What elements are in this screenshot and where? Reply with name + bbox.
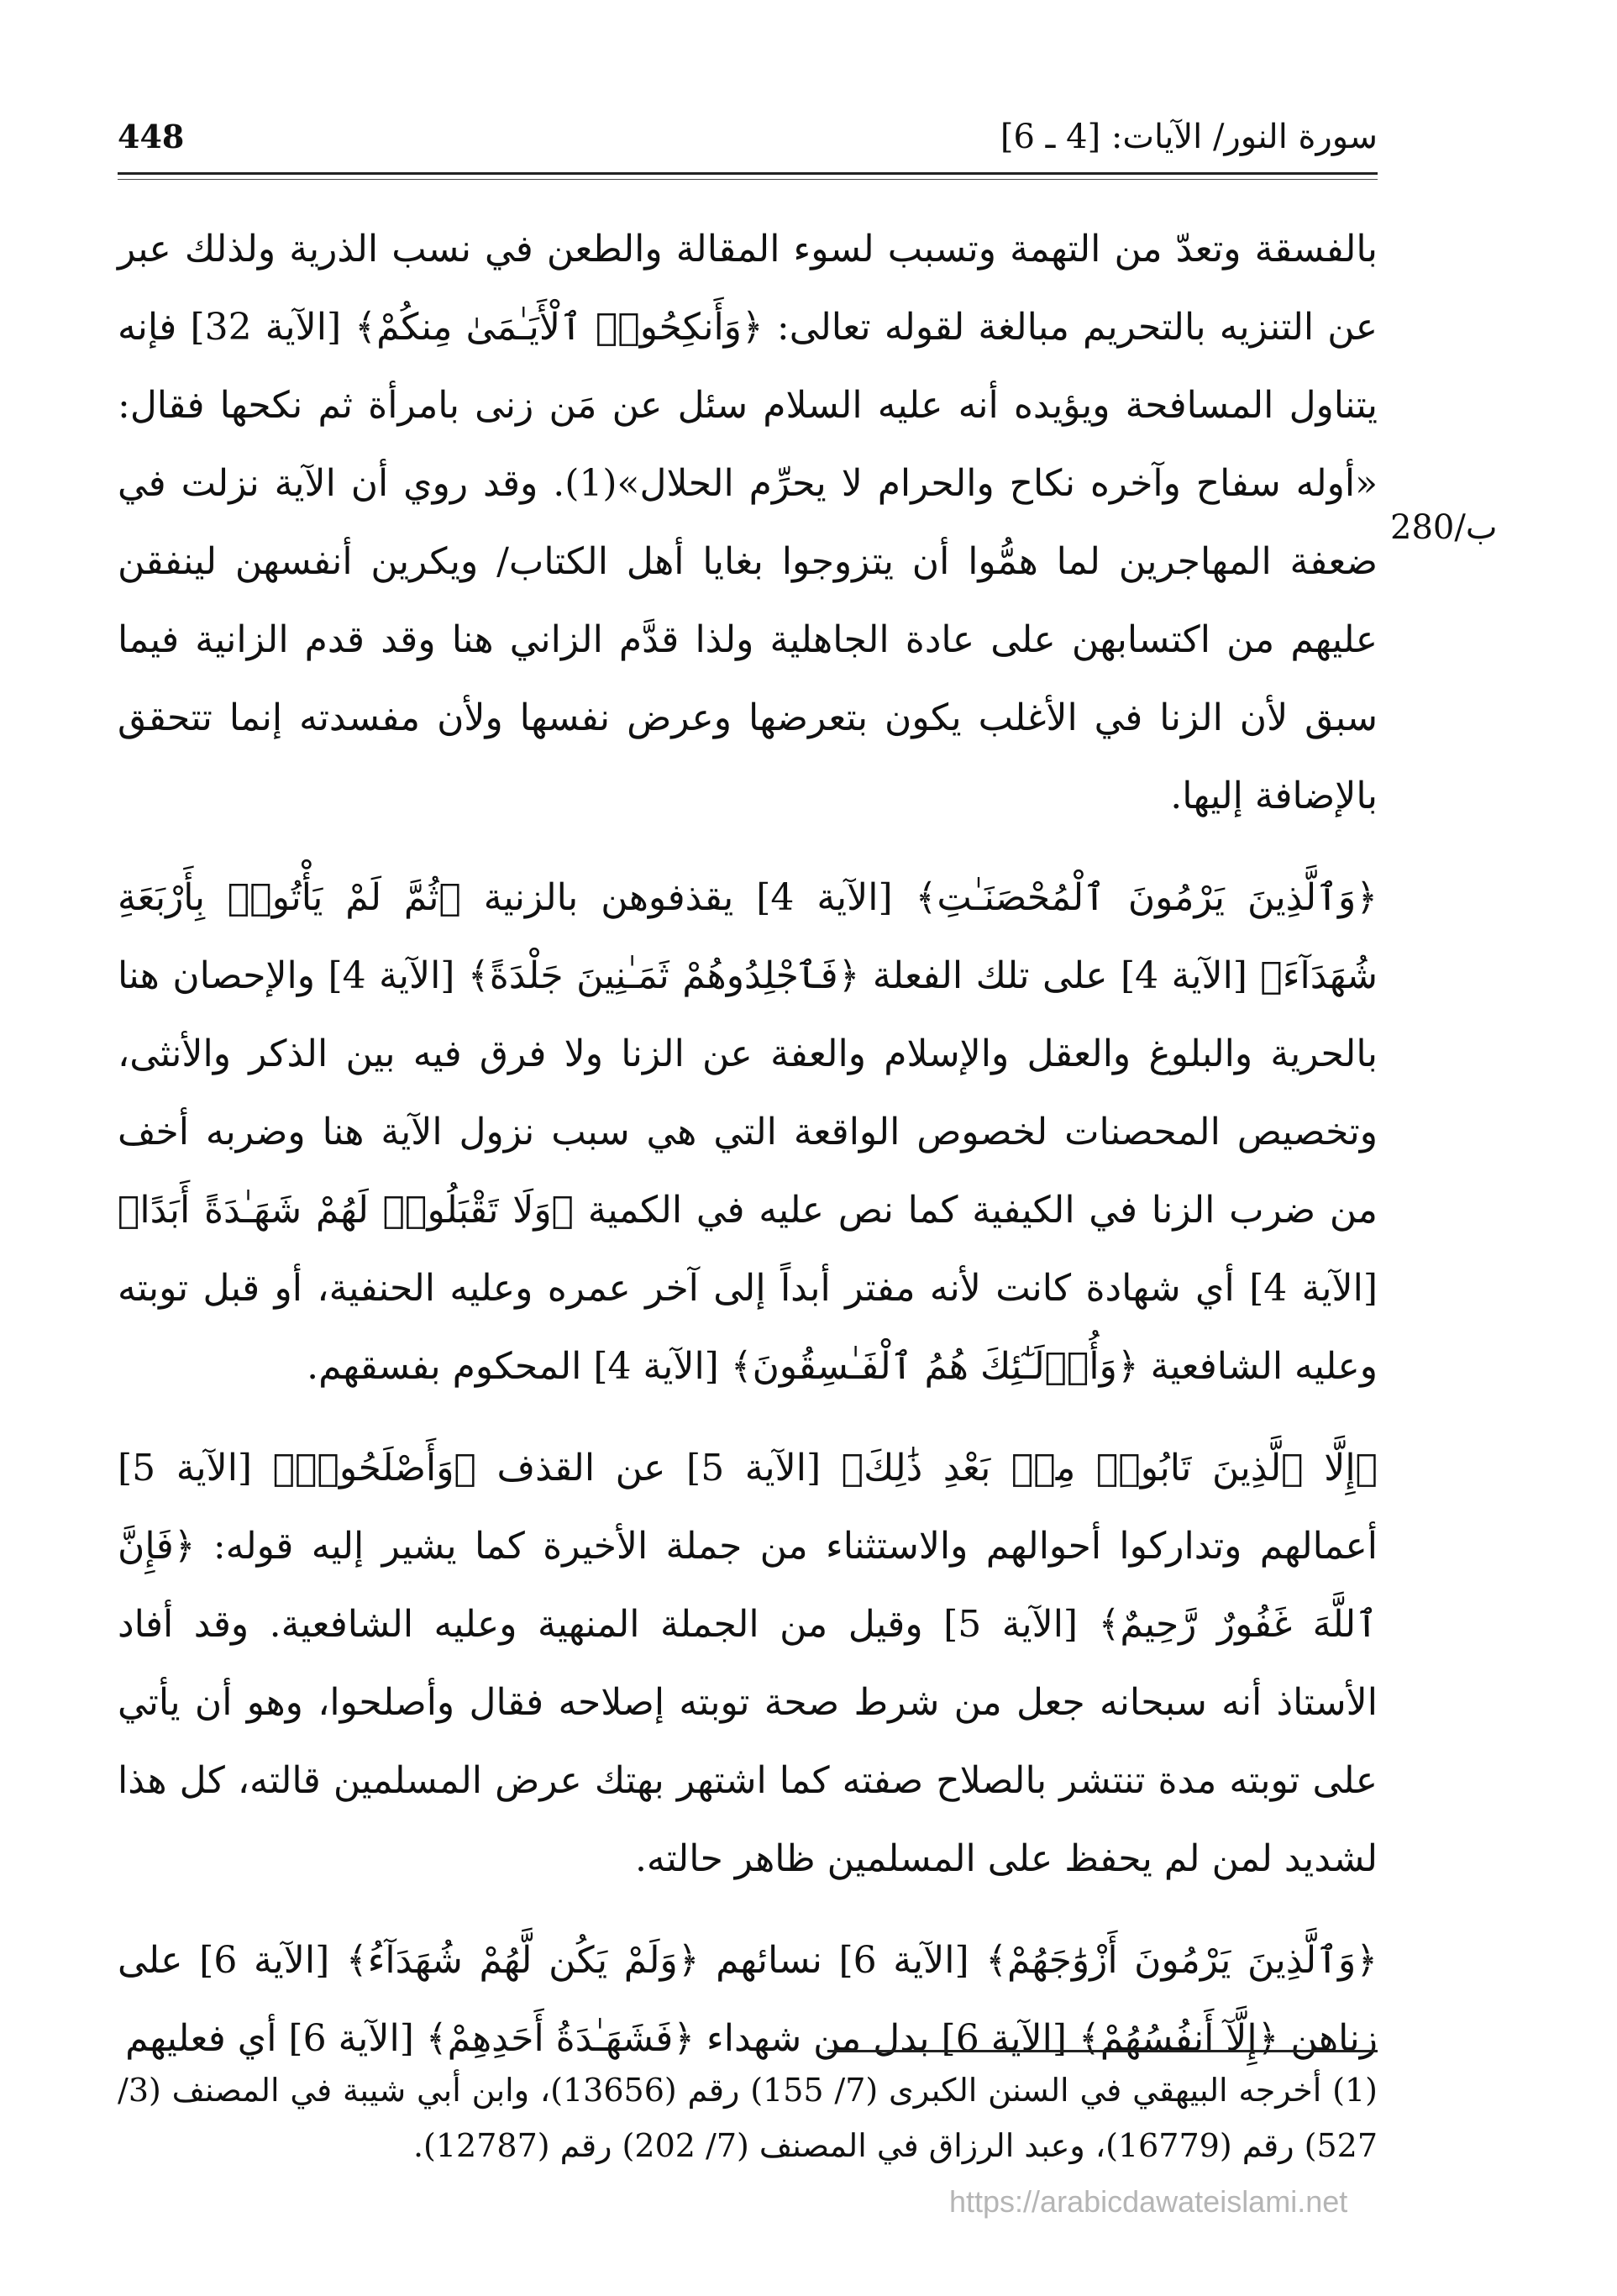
- folio-marginal-note: 280/ب: [1390, 508, 1498, 547]
- paragraph: ﴿وَٱلَّذِينَ يَرْمُونَ أَزْوَٰجَهُمْ﴾ [الآية 6] نسائهم ﴿وَلَمْ يَكُن لَّهُمْ شُهَدَآءُ﴾ [الآية 6] على زناهن ﴿إِلَّآ أَنفُسُهُمْ﴾ [الآية 6] بدل من شهداء ﴿فَشَهَـٰدَةُ أَحَدِهِمْ﴾ [الآية 6] أي فعليهم: [118, 1939, 1378, 2060]
- page-number: 448: [118, 118, 185, 155]
- page-header: [118, 118, 1378, 168]
- paragraph: بالفسقة وتعدّ من التهمة وتسبب لسوء المقالة والطعن في نسب الذرية ولذلك عبر عن التنزيه بالتحريم مبالغة لقوله تعالى: ﴿وَأَنكِحُوا۟ ٱلْأَيَـٰمَىٰ مِنكُمْ﴾ [الآية 32] فإنه يتناول المسافحة ويؤيده أنه عليه السلام سئل عن مَن زنى بامرأة ثم نكحها فقال: «أوله سفاح وآخره نكاح والحرام لا يحرِّم الحلال»(1). وقد روي أن الآية نزلت في ضعفة المهاجرين لما همُّوا أن يتزوجوا بغايا أهل الكتاب/ ويكرين أنفسهن لينفقن عليهم من اكتسابهن على عادة الجاهلية ولذا قدَّم الزاني هنا وقد قدم الزانية فيما سبق لأن الزنا في الأغلب يكون بتعرضها وعرض نفسها ولأن مفسدته إنما تتحقق بالإضافة إليها.: [118, 228, 1378, 817]
- running-title: سورة النور/ الآيات: [4 ـ 6]: [1000, 118, 1378, 156]
- paragraph: ﴿إِلَّا ٱلَّذِينَ تَابُوا۟ مِنۢ بَعْدِ ذَٰلِكَ﴾ [الآية 5] عن القذف ﴿وَأَصْلَحُوا۟﴾ [الآية 5] أعمالهم وتداركوا أحوالهم والاستثناء من جملة الأخيرة كما يشير إليه قوله: ﴿فَإِنَّ ٱللَّهَ غَفُورٌ رَّحِيمٌ﴾ [الآية 5] وقيل من الجملة المنهية وعليه الشافعية. وقد أفاد الأستاذ أنه سبحانه جعل من شرط صحة توبته إصلاحه فقال وأصلحوا، وهو أن يأتي على توبته مدة تنتشر بالصلاح صفته كما اشتهر بهتك عرض المسلمين قالته، كل هذا لشديد لمن لم يحفظ على المسلمين ظاهر حالته.: [118, 1447, 1378, 1880]
- header-rule-thin: [118, 179, 1378, 180]
- footnote-separator: [827, 2050, 1378, 2052]
- paragraph: ﴿وَٱلَّذِينَ يَرْمُونَ ٱلْمُحْصَنَـٰتِ﴾ [الآية 4] يقذفوهن بالزنية ﴿ثُمَّ لَمْ يَأْتُوا۟ بِأَرْبَعَةِ شُهَدَآءَ﴾ [الآية 4] على تلك الفعلة ﴿فَٱجْلِدُوهُمْ ثَمَـٰنِينَ جَلْدَةً﴾ [الآية 4] والإحصان هنا بالحرية والبلوغ والعقل والإسلام والعفة عن الزنا ولا فرق فيه بين الذكر والأنثى، وتخصيص المحصنات لخصوص الواقعة التي هي سبب نزول الآية هنا وضربه أخف من ضرب الزنا في الكيفية كما نص عليه في الكمية ﴿وَلَا تَقْبَلُوا۟ لَهُمْ شَهَـٰدَةً أَبَدًا﴾ [الآية 4] أي شهادة كانت لأنه مفتر أبداً إلى آخر عمره وعليه الحنفية، أو قبل توبته وعليه الشافعية ﴿وَأُو۟لَـٰٓئِكَ هُمُ ٱلْفَـٰسِقُونَ﴾ [الآية 4] المحكوم بفسقهم.: [118, 876, 1378, 1388]
- main-text: [118, 210, 1378, 2101]
- watermark-url: https://arabicdawateislami.net: [949, 2184, 1348, 2219]
- footnote: (1) أخرجه البيهقي في السنن الكبرى (7/ 155) رقم (13656)، وابن أبي شيبة في المصنف (3/ 527) رقم (16779)، وعبد الرزاق في المصنف (7/ 202) رقم (12787).: [118, 2072, 1378, 2164]
- header-rule: [118, 172, 1378, 175]
